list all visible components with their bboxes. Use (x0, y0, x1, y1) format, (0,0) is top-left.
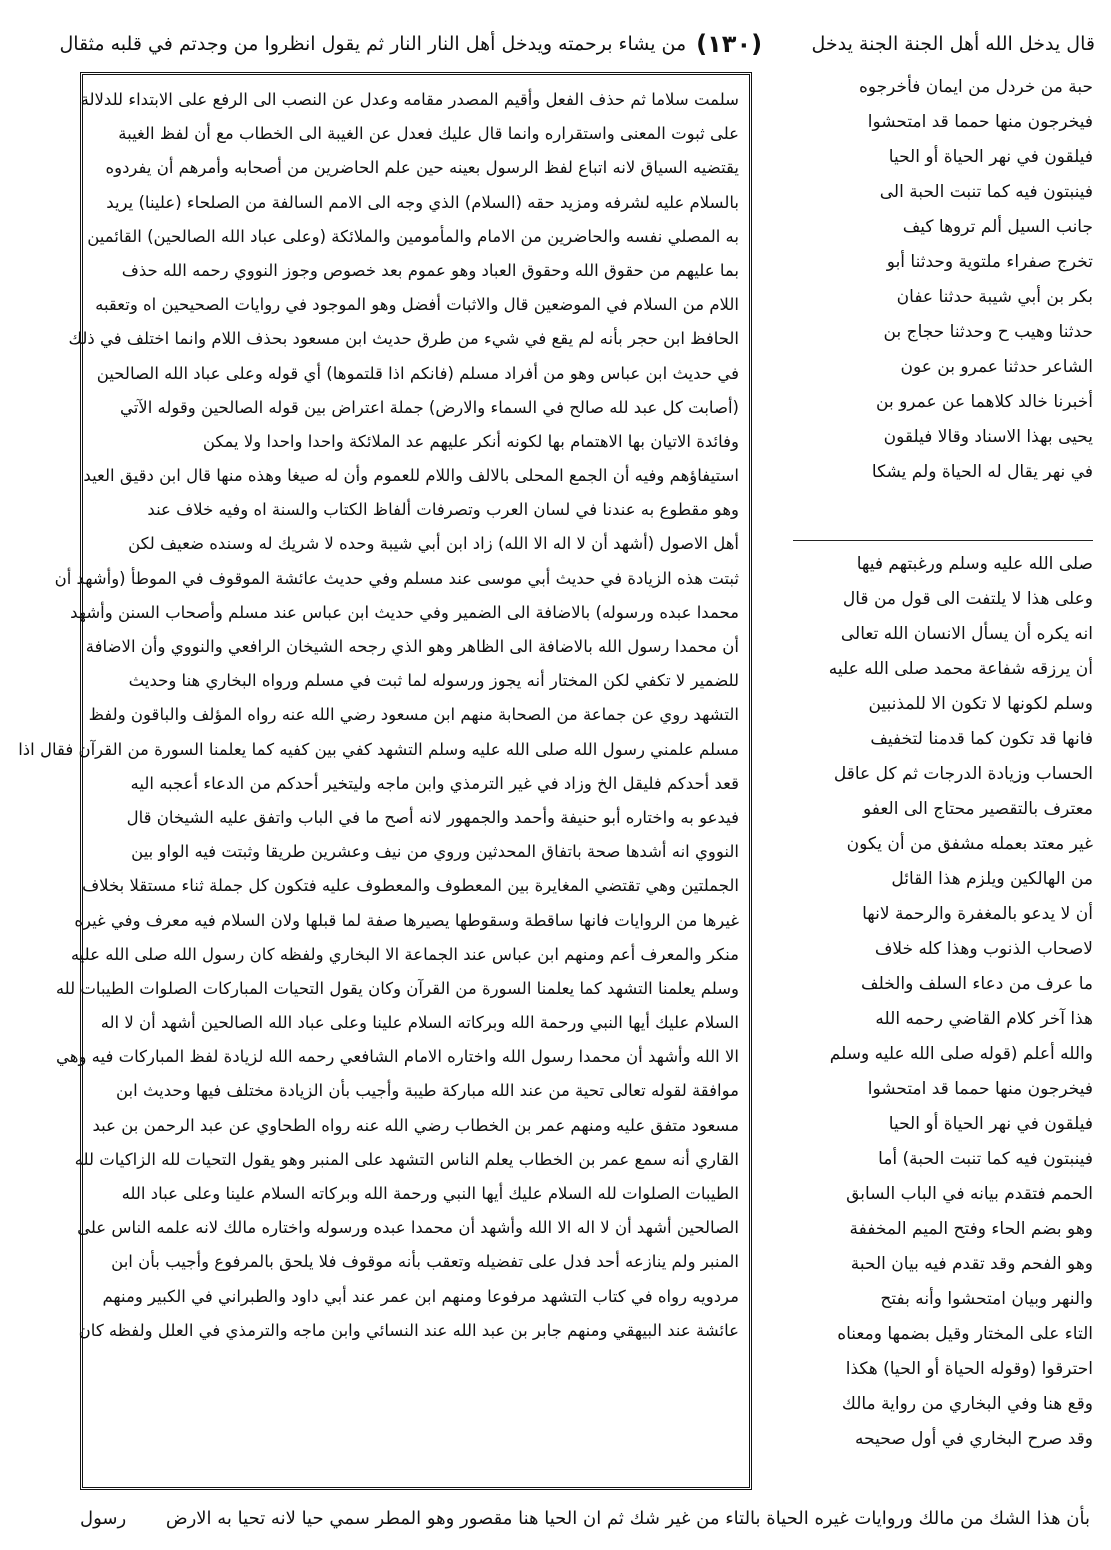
main-text-line: موافقة لقوله تعالى تحية من عند الله مباركة طيبة وأجيب بأن الزيادة مختلف فيها وحديث ابن (115, 1081, 739, 1101)
margin-line: أن لا يدعو بالمغفرة والرحمة لانها (862, 904, 1093, 924)
margin-line: وعلى هذا لا يلتفت الى قول من قال (842, 589, 1093, 609)
margin-line: يحيى بهذا الاسناد وقالا فيلقون (883, 427, 1093, 447)
main-text-line: على ثبوت المعنى واستقراره وانما قال عليك فعدل عن الغيبة الى الخطاب مع أن لفظ الغيبة (118, 124, 739, 144)
main-text-line: اللام من السلام في الموضعين قال والاثبات أفضل وهو الموجود في روايات الصحيحين اه وتعقبه (95, 295, 739, 315)
margin-line: أخبرنا خالد كلاهما عن عمرو بن (876, 392, 1093, 412)
main-text-line: مسلم علمني رسول الله صلى الله عليه وسلم التشهد كفي بين كفيه كما يعلمنا السورة من القرآن فقال اذا (18, 739, 739, 759)
margin-line: فانها قد تكون كما قدمنا لتخفيف (870, 729, 1093, 749)
main-text-line: الجملتين وهي تقتضي المغايرة بين المعطوف والمعطوف عليه فتكون كل جملة ثناء مستقلا بخلاف (82, 876, 739, 896)
margin-line: فينبتون فيه كما تنبت الحبة الى (879, 182, 1093, 202)
catchword: رسول (80, 1507, 127, 1529)
footer-text: بأن هذا الشك من مالك وروايات غيره الحياة بالتاء من غير شك ثم ان الحيا هنا مقصور وهو المطر سمي حيا لانه تحيا به الارض (165, 1507, 1090, 1529)
main-text-line: الطيبات الصلوات لله السلام عليك أيها النبي ورحمة الله وبركاته السلام علينا وعلى عباد الله (121, 1184, 739, 1203)
margin-line: وهو الفحم وقد تقدم فيه بيان الحبة (850, 1254, 1093, 1274)
margin-commentary (793, 70, 1093, 1457)
margin-line: والنهر وبيان امتحشوا وأنه بفتح (880, 1289, 1093, 1309)
main-text-line: سلمت سلاما ثم حذف الفعل وأقيم المصدر مقامه وعدل عن النصب الى الرفع على الابتداء للدلالة (80, 90, 739, 109)
main-text-line: القاري أنه سمع عمر بن الخطاب يعلم الناس التشهد على المنبر وهو يقول التحيات لله الزاكيات لله (74, 1149, 739, 1169)
margin-line: حبة من خردل من ايمان فأخرجوه (858, 77, 1093, 97)
margin-line: جانب السيل ألم تروها كيف (902, 217, 1093, 237)
margin-line: وسلم لكونها لا تكون الا للمذنبين (868, 694, 1093, 714)
margin-line: في نهر يقال له الحياة ولم يشكا (871, 462, 1093, 482)
main-text-line: الصالحين أشهد أن لا اله الا الله وأشهد أن محمدا عبده ورسوله واختاره مالك لانه علمه الناس على (77, 1218, 739, 1238)
margin-line: تخرج صفراء ملتوية وحدثنا أبو (886, 252, 1093, 272)
margin-line: فيخرجون منها حمما قد امتحشوا (867, 112, 1093, 132)
margin-line: أن يرزقه شفاعة محمد صلى الله عليه (828, 659, 1093, 679)
margin-line: الحساب وزيادة الدرجات ثم كل عاقل (833, 764, 1093, 784)
main-text-line: في حديث ابن عباس وهو من أفراد مسلم (فانكم اذا قلتموها) أي قوله وعلى عباد الله الصالحين (96, 363, 739, 383)
main-text-line: وهو مقطوع به عندنا في لسان العرب وتصرفات ألفاظ الكتاب والسنة اه وفيه خلاف عند (147, 500, 739, 520)
main-text-line: محمدا عبده ورسوله) بالاضافة الى الضمير وفي حديث ابن عباس عند مسلم وأصحاب السنن وأشهد (70, 602, 739, 622)
margin-line: فينبتون فيه كما تنبت الحبة) أما (878, 1149, 1093, 1169)
main-text-line: السلام عليك أيها النبي ورحمة الله وبركاته السلام علينا وعلى عباد الله الصالحين أشهد أن لا اله (100, 1013, 739, 1033)
margin-line: ما عرف من دعاء السلف والخلف (861, 974, 1093, 994)
margin-line: هذا آخر كلام القاضي رحمه الله (875, 1009, 1093, 1029)
margin-line: وهو بضم الحاء وفتح الميم المخففة (849, 1219, 1093, 1239)
main-text-line: النووي انه أشدها صحة باتفاق المحدثين وروي من نيف وعشرين طريقا وثبتت فيه الواو بين (131, 842, 739, 862)
main-text-line: استيفاؤهم وفيه أن الجمع المحلى بالالف واللام للعموم وأن له صيغا وهذه منها قال ابن دقيق العيد (83, 466, 739, 486)
main-text-line: عائشة عند البيهقي ومنهم جابر بن عبد الله عند النسائي وابن ماجه والترمذي في العلل ولفظه كان (78, 1320, 739, 1340)
page-header (20, 22, 1095, 66)
main-text-line: ثبتت هذه الزيادة في حديث أبي موسى عند مسلم وفي حديث عائشة الموقوف في الموطأ (وأشهد أن (54, 568, 739, 588)
margin-line: وقد صرح البخاري في أول صحيحه (855, 1429, 1093, 1449)
header-right-text: قال يدخل الله أهل الجنة الجنة يدخل (811, 33, 1095, 55)
margin-line: لاصحاب الذنوب وهذا كله خلاف (874, 939, 1093, 959)
main-text-line: منكر والمعرف أعم ومنهم ابن عباس عند الجماعة الا البخاري ولفظه كان رسول الله صلى الله عليه (70, 944, 739, 964)
margin-line: فيلقون في نهر الحياة أو الحيا (888, 147, 1093, 167)
margin-line: والله أعلم (قوله صلى الله عليه وسلم (829, 1044, 1093, 1064)
main-text-line: المنبر ولم ينازعه أحد فدل على تفضيله وتعقب بأنه موقوف فلا يلحق بالمرفوع وأجيب بأن ابن (111, 1252, 739, 1272)
main-text-line: الا الله وأشهد أن محمدا رسول الله واختاره الامام الشافعي رحمه الله لزيادة لفظ المباركات فيه وهي (55, 1047, 739, 1067)
main-text-line: التشهد روي عن جماعة من الصحابة منهم ابن مسعود رضي الله عنه رواه المؤلف والباقون ولفظ (88, 705, 739, 725)
main-text-line: فيدعو به واختاره أبو حنيفة وأحمد والجمهور لانه أصح ما في الباب واتفق عليه الشيخان قال (126, 807, 739, 827)
margin-line: معترف بالتقصير محتاج الى العفو (862, 799, 1093, 819)
main-text-line: وسلم يعلمنا التشهد كما يعلمنا السورة من القرآن وكان يقول التحيات المباركات الصلوات الطيبات لله (55, 978, 739, 998)
margin-line: فيخرجون منها حمما قد امتحشوا (867, 1079, 1093, 1099)
main-text-line: به المصلي نفسه والحاضرين من الامام والمأمومين والملائكة (وعلى عباد الله الصالحين) القائمين (87, 226, 739, 246)
margin-line: غير معتد بعمله مشفق من أن يكون (846, 834, 1093, 854)
margin-line: بكر بن أبي شيبة حدثنا عفان (896, 287, 1093, 307)
margin-line: انه يكره أن يسأل الانسان الله تعالى (840, 624, 1093, 644)
main-text-line: يقتضيه السياق لانه اتباع لفظ الرسول بعينه حين علم الحاضرين من أصحابه وأمرهم أن يفردوه (105, 158, 739, 178)
main-text-line: الحافظ ابن حجر بأنه لم يقع في شيء من طرق حديث ابن مسعود بحذف اللام وانما اختلف في ذلك (68, 329, 739, 349)
main-text-line: أهل الاصول (أشهد أن لا اله الا الله) زاد ابن أبي شيبة وحده لا شريك له وسنده ضعيف لكن (128, 534, 739, 554)
main-text-line: أن محمدا رسول الله بالاضافة الى الظاهر وهو الذي رجحه الشيخان الرافعي والنووي وأن الاضافة (85, 637, 739, 656)
main-text-line: بالسلام عليه لشرفه ومزيد حقه (السلام) الذي وجه الى الامم السالفة من الصلحاء (علينا) يريد (106, 192, 739, 212)
main-text-line: مسعود متفق عليه ومنهم عمر بن الخطاب رضي الله عنه رواه الطحاوي عن عبد الرحمن بن عبد (92, 1115, 739, 1135)
margin-line: وقع هنا وفي البخاري من رواية مالك (841, 1394, 1093, 1414)
margin-line: فيلقون في نهر الحياة أو الحيا (888, 1114, 1093, 1134)
page-number: (١٣٠) (696, 30, 763, 58)
main-text-line: مردويه رواه في كتاب التشهد مرفوعا ومنهم ابن عمر عند أبي داود والطبراني في الكبير ومنهم (102, 1286, 739, 1306)
main-text-line: وفائدة الاتيان بها الاهتمام بها لكونه أنكر عليهم عد الملائكة واحدا واحدا ولا يمكن (202, 431, 739, 451)
margin-line: الشاعر حدثنا عمرو بن عون (900, 357, 1093, 377)
page-footer (80, 1498, 1090, 1538)
margin-line: الحمم فتقدم بيانه في الباب السابق (846, 1184, 1093, 1204)
margin-sharh-text (793, 541, 1093, 1457)
margin-line: صلى الله عليه وسلم ورغبتهم فيها (856, 554, 1093, 574)
margin-line: التاء على المختار وقيل بضمها ومعناه (837, 1324, 1093, 1344)
margin-hadith-text (793, 70, 1093, 541)
main-text-line: قعد أحدكم فليقل الخ وزاد في غير الترمذي وابن ماجه وليتخير أحدكم من الدعاء أعجبه اليه (130, 773, 739, 793)
main-text-line: غيرها من الروايات فانها ساقطة وسقوطها يصيرها صفة لما قبلها ولان السلام فيه معرف وفي غيره (74, 910, 739, 930)
main-text-line: بما عليهم من حقوق الله وحقوق العباد وهو عموم بعد خصوص وجوز النووي رحمه الله حذف (121, 260, 739, 280)
margin-line: من الهالكين ويلزم هذا القائل (891, 869, 1093, 889)
header-left-text: من يشاء برحمته ويدخل أهل النار النار ثم يقول انظروا من وجدتم في قلبه مثقال (59, 33, 687, 55)
main-text-frame (18, 72, 752, 1490)
main-text-line: للضمير لا تكفي لكن المختار أنه يجوز ورسوله لما ثبت في مسلم ورواه البخاري هنا وحديث (128, 671, 739, 691)
margin-line: احترقوا (وقوله الحياة أو الحيا) هكذا (845, 1359, 1093, 1379)
main-text-line: (أصابت كل عبد لله صالح في السماء والارض) جملة اعتراض بين قوله الصالحين وقوله الآتي (119, 397, 739, 417)
margin-line: حدثنا وهيب ح وحدثنا حجاج بن (883, 322, 1093, 342)
